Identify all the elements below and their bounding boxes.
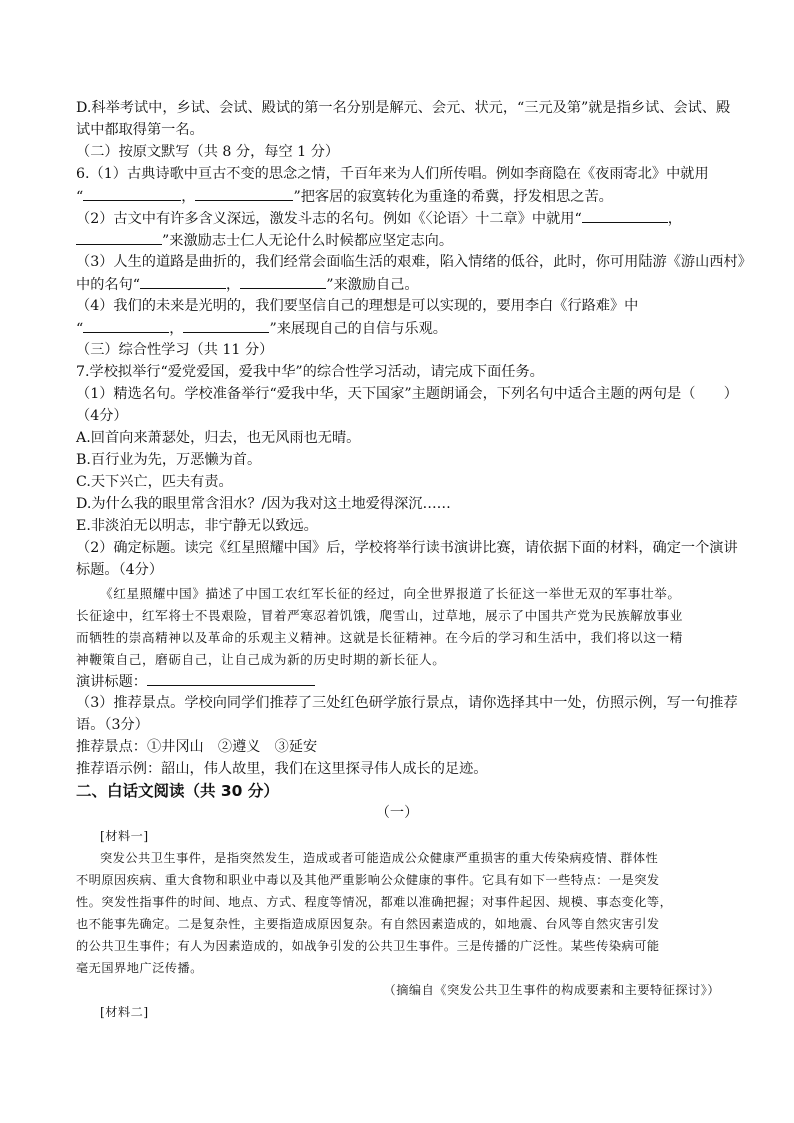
answer-blank[interactable] <box>83 187 181 201</box>
option-e: E.非淡泊无以明志，非宁静无以致远。 <box>76 518 318 534</box>
q6-3-line2 <box>76 275 736 295</box>
answer-blank[interactable] <box>76 231 162 245</box>
q6-3-line1: （3）人生的道路是曲折的，我们经常会面临生活的艰难，陷入情绪的低谷，此时，你可用陆游《游山西村》 <box>76 254 752 270</box>
option-b: B.百行业为先，万恶懒为首。 <box>76 452 262 468</box>
quote-open: “ <box>76 321 84 337</box>
option-a: A.回首向来萧瑟处，归去，也无风雨也无晴。 <box>76 430 361 446</box>
q7-intro: 7.学校拟举行“爱党爱国，爱我中华”的综合性学习活动，请完成下面任务。 <box>76 364 544 380</box>
material-line: 而牺牲的崇高精神以及革命的乐观主义精神。这就是长征精神。在今后的学习和生活中，我们将以这一精 <box>76 630 683 645</box>
quote-open: “ <box>76 189 84 205</box>
q6-1-line1: 6.（1）古典诗歌中亘古不变的思念之情，千百年来为人们所传唱。例如李商隐在《夜雨寄北》中就用 <box>76 166 709 182</box>
option-d-line2: 试中都取得第一名。 <box>76 122 204 138</box>
material-line: 《红星照耀中国》描述了中国工农红军长征的经过，向全世界报道了长征这一举世无双的军事壮举。 <box>100 586 681 601</box>
q7-2-line1: （2）确定标题。读完《红星照耀中国》后，学校将举行读书演讲比赛，请依据下面的材料，确定一个演讲 <box>76 540 738 556</box>
q6-2-text: （2）古文中有许多含义深远，激发斗志的名句。例如《〈论语〉十二章》中就用“ <box>76 211 582 227</box>
comma: ， <box>667 211 682 227</box>
q7-1-line1: （1）精选名句。学校准备举行“爱我中华，天下国家”主题朗诵会，下列名句中适合主题的两句是（ ） <box>76 386 738 402</box>
material-1-label: [材料一] <box>100 829 149 843</box>
comma: ， <box>169 321 184 337</box>
material-line: 长征途中，红军将士不畏艰险，冒着严寒忍着饥饿，爬雪山，过草地，展示了中国共产党为民族解放事业 <box>76 608 683 623</box>
answer-blank[interactable] <box>183 319 269 333</box>
sub-section-one: （一） <box>375 805 419 821</box>
material-1-line: 的公共卫生事件；有人为因素造成的，如战争引发的公共卫生事件。三是传播的广泛性。某些传染病可能 <box>76 939 660 953</box>
q7-1-line2: （4分） <box>76 408 128 424</box>
q6-4-tail: ”来展现自己的自信与乐观。 <box>269 321 447 337</box>
speech-title-blank[interactable] <box>147 672 315 686</box>
option-d-line1: D.科举考试中，乡试、会试、殿试的第一名分别是解元、会元、状元，“三元及第”就是指乡试、会试、殿 <box>76 100 731 116</box>
q6-2-tail: ”来激励志士仁人无论什么时候都应坚定志向。 <box>162 233 454 249</box>
material-1-line: 毫无国界地广泛传播。 <box>76 961 203 975</box>
q6-3-head: 中的名句“ <box>76 277 141 293</box>
q7-3-line2: 语。（3分） <box>76 717 149 733</box>
section-3-title: （三）综合性学习（共 11 分） <box>76 342 274 358</box>
answer-blank[interactable] <box>240 275 326 289</box>
option-c: C.天下兴亡，匹夫有责。 <box>76 474 233 490</box>
speech-title-line <box>76 672 736 692</box>
material-line: 神鞭策自己，磨砺自己，让自己成为新的历史时期的新长征人。 <box>76 652 446 667</box>
speech-title-label: 演讲标题： <box>76 674 147 690</box>
option-d: D.为什么我的眼里常含泪水？/因为我对这土地爱得深沉…… <box>76 496 451 512</box>
q6-2-line2 <box>76 231 736 251</box>
answer-blank[interactable] <box>582 209 668 223</box>
material-1-line: 突发公共卫生事件，是指突然发生，造成或者可能造成公众健康严重损害的重大传染病疫情、群体性 <box>100 851 659 865</box>
section-2-title: （二）按原文默写（共 8 分，每空 1 分） <box>76 144 340 160</box>
comma: ， <box>226 277 241 293</box>
material-1-line: 不明原因疾病、重大食物和职业中毒以及其他严重影响公众健康的事件。它具有如下一些特点：一是突发 <box>76 873 660 887</box>
q6-4-line1: （4）我们的未来是光明的，我们要坚信自己的理想是可以实现的，要用李白《行路难》中 <box>76 298 639 314</box>
q6-1-tail: ”把客居的寂寞转化为重逢的希冀，抒发相思之苦。 <box>293 189 613 205</box>
example-line: 推荐语示例：韶山，伟人故里，我们在这里探寻伟人成长的足迹。 <box>76 761 488 777</box>
q7-2-line2: 标题。（4分） <box>76 562 164 578</box>
q6-3-tail: ”来激励自己。 <box>326 277 419 293</box>
q6-1-line2 <box>76 187 736 207</box>
q6-2-line1 <box>76 209 736 229</box>
material-1-line: 性。突发性指事件的时间、地点、方式、程度等情况，都难以准确把握；对事件起因、规模、事态变化等， <box>76 895 673 909</box>
material-2-label: [材料二] <box>100 1005 149 1019</box>
q6-4-line2 <box>76 319 736 339</box>
comma: ， <box>181 189 196 205</box>
material-1-source: （摘编自《突发公共卫生事件的构成要素和主要特征探讨》） <box>383 983 720 997</box>
answer-blank[interactable] <box>83 319 169 333</box>
answer-blank[interactable] <box>140 275 226 289</box>
answer-blank[interactable] <box>195 187 293 201</box>
part-2-title: 二、白话文阅读（共 30 分） <box>76 782 279 800</box>
spots-line: 推荐景点：①井冈山 ②遵义 ③延安 <box>76 739 318 755</box>
material-1-line: 也不能事先确定。二是复杂性，主要指造成原因复杂。有自然因素造成的，如地震、台风等自然灾害引发 <box>76 917 660 931</box>
q7-3-line1: （3）推荐景点。学校向同学们推荐了三处红色研学旅行景点，请你选择其中一处，仿照示例，写一句推荐 <box>76 695 738 711</box>
